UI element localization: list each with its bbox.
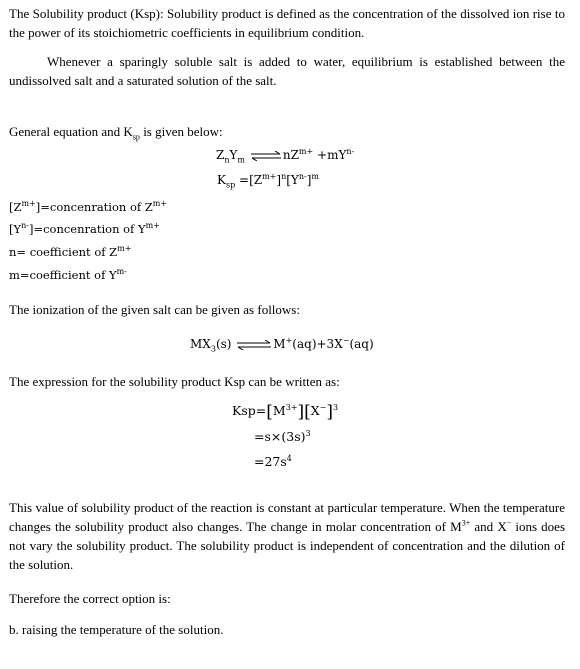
equilibrium-paragraph: Whenever a sparingly soluble salt is added to water, equilibrium is established between the undissolved salt and a saturated solution of the salt. [9, 54, 565, 88]
correct-answer: b. raising the temperature of the solution. [9, 622, 224, 637]
ksp-general-expression: $K_{sp} =[Z^{m+}]^n[Y^{n-}]^m$ [217, 172, 319, 190]
definition-m-coefficient: m=coefficient of $Y^{m-}$ [9, 267, 127, 282]
equilibrium-arrow-icon [249, 151, 283, 161]
definition-z-concentration: $[Z^{m+}]=concenration$ of $Z^{m+}$ [9, 199, 168, 214]
definition-y-concentration: $[Y^{n-}]=concenration$ of $Y^{m+}$ [9, 221, 160, 236]
definition-n-coefficient: n= coefficient of $Z^{m+}$ [9, 244, 132, 259]
ksp-derivation-line-3: $=27s^4$ [254, 453, 292, 469]
ionization-intro: The ionization of the given salt can be given as follows: [9, 302, 300, 317]
reversible-arrow-icon [235, 340, 273, 350]
ksp-expression-intro: The expression for the solubility product Ksp can be written as: [9, 374, 340, 389]
solubility-definition: The Solubility product (Ksp): Solubility product is defined as the concentration of the dissolved ion rise to the power of its stoichiometric coefficients in equilibrium condition. [9, 6, 565, 40]
ionization-equation: $MX_3(s)$ M+(aq)+3X−(aq) [190, 336, 374, 354]
ksp-derivation-line-1: $Ksp=[M^{3+}][X^-]^3$ [232, 402, 339, 422]
temperature-dependence-paragraph: This value of solubility product of the reaction is constant at particular temperature. When the temperature changes the solubility product also changes. The change in molar concentration of $M^{3+}$ and X− ions does not vary the solubility product. The solubility product is independent of concentration and the dilution of the solution. [9, 500, 566, 572]
general-equation-intro: General equation and $K_{sp}$ is given below: [9, 124, 223, 142]
general-equilibrium-equation: $Z_nY_m$ $nZ^{m+} +mY^{n-}$ [216, 147, 355, 165]
ksp-derivation-line-2: $=s\times(3s)^3$ [254, 428, 311, 444]
conclusion-intro: Therefore the correct option is: [9, 591, 171, 606]
